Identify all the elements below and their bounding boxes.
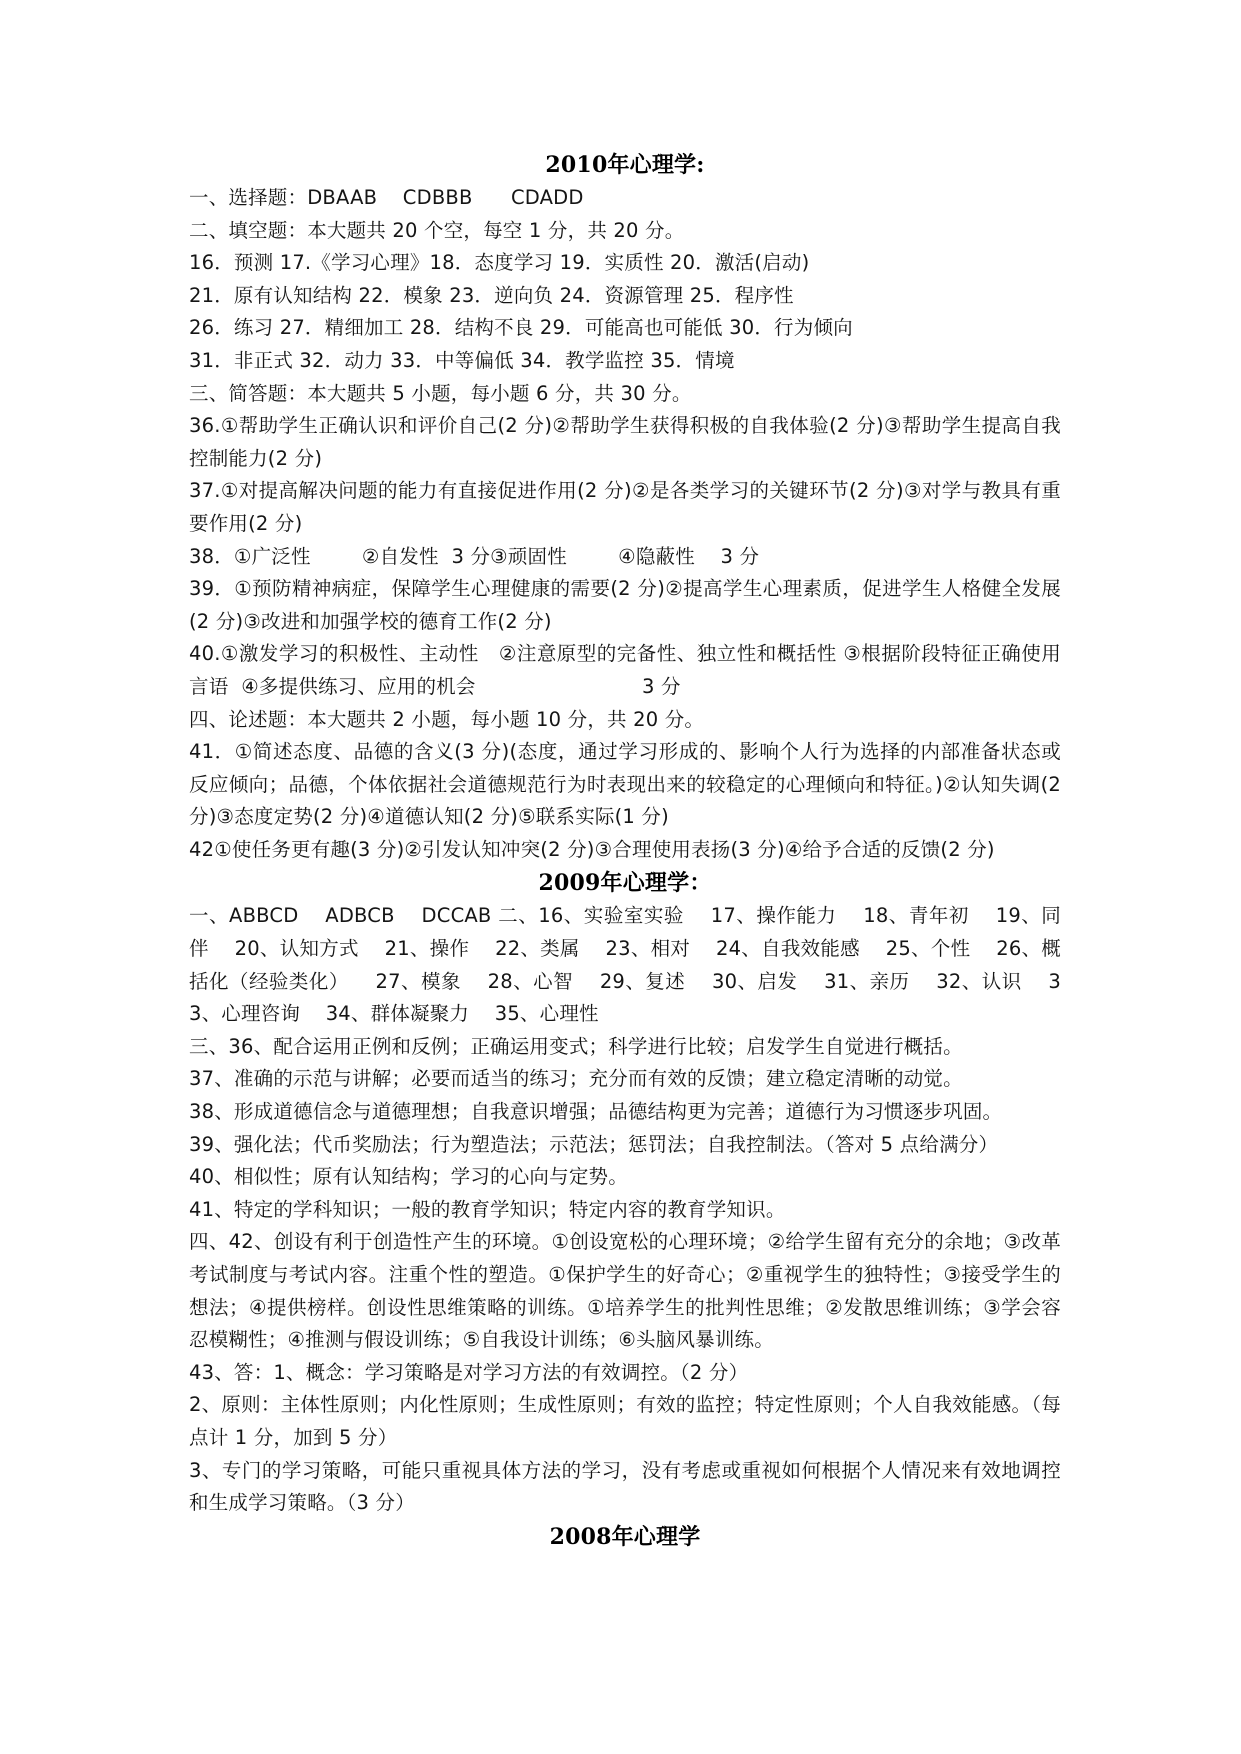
answer-paragraph: 四、42、创设有利于创造性产生的环境。①创设宽松的心理环境；②给学生留有充分的余地；③改革考试制度与考试内容。注重个性的塑造。①保护学生的好奇心；②重视学生的独特性；③接受学生的想法；④提供榜样。创设性思维策略的训练。①培养学生的批判性思维；②发散思维训练；③学会容忍模糊性；④推测与假设训练；⑤自我设计训练；⑥头脑风暴训练。	[189, 1230, 1061, 1352]
answer-paragraph: 39、强化法；代币奖励法；行为塑造法；示范法；惩罚法；自我控制法。（答对 5 点给满分）	[189, 1132, 999, 1156]
answer-paragraph: 40.①激发学习的积极性、主动性 ②注意原型的完备性、独立性和概括性 ③根据阶段特征正确使用言语 ④多提供练习、应用的机会 3 分	[189, 642, 1061, 698]
answer-paragraph: 37、准确的示范与讲解；必要而适当的练习；充分而有效的反馈；建立稳定清晰的动觉。	[189, 1067, 963, 1091]
answer-paragraph: 41、特定的学科知识；一般的教育学知识；特定内容的教育学知识。	[189, 1197, 786, 1221]
answer-paragraph: 38、形成道德信念与道德理想；自我意识增强；品德结构更为完善；道德行为习惯逐步巩固。	[189, 1100, 1003, 1124]
answer-paragraph: 四、论述题：本大题共 2 小题，每小题 10 分，共 20 分。	[189, 707, 705, 731]
answer-paragraph: 2、原则：主体性原则；内化性原则；生成性原则；有效的监控；特定性原则；个人自我效能感。（每点计 1 分，加到 5 分）	[189, 1393, 1061, 1449]
answer-paragraph: 39．①预防精神病症，保障学生心理健康的需要(2 分)②提高学生心理素质，促进学生人格健全发展(2 分)③改进和加强学校的德育工作(2 分)	[189, 577, 1061, 633]
document-body	[189, 148, 1068, 1554]
answer-paragraph: 43、答：1、概念：学习策略是对学习方法的有效调控。（2 分）	[189, 1360, 749, 1384]
answer-paragraph: 一、ABBCD ADBCB DCCAB 二、16、实验室实验 17、操作能力 18、青年初 19、同伴 20、认知方式 21、操作 22、类属 23、相对 24、自我效能感 25、个性 26、概括化（经验类化） 27、模象 28、心智 29、复述 30、启发 31、亲历 32、认识 33、心理咨询 34、群体凝聚力 35、心理性	[189, 904, 1061, 1026]
section-title: 2010年心理学:	[545, 152, 705, 178]
answer-paragraph: 26．练习 27．精细加工 28．结构不良 29．可能高也可能低 30．行为倾向	[189, 316, 853, 340]
answer-paragraph: 40、相似性；原有认知结构；学习的心向与定势。	[189, 1165, 628, 1189]
answer-paragraph: 一、选择题：DBAAB CDBBB CDADD	[189, 186, 584, 209]
answer-paragraph: 38．①广泛性 ②自发性 3 分③顽固性 ④隐蔽性 3 分	[189, 544, 760, 568]
answer-paragraph: 二、填空题：本大题共 20 个空，每空 1 分，共 20 分。	[189, 218, 685, 242]
answer-paragraph: 36.①帮助学生正确认识和评价自己(2 分)②帮助学生获得积极的自我体验(2 分)③帮助学生提高自我控制能力(2 分)	[189, 414, 1061, 470]
answer-paragraph: 41．①简述态度、品德的含义(3 分)(态度，通过学习形成的、影响个人行为选择的内部准备状态或反应倾向；品德，个体依据社会道德规范行为时表现出来的较稳定的心理倾向和特征。)②认知失调(2 分)③态度定势(2 分)④道德认知(2 分)⑤联系实际(1 分)	[189, 740, 1068, 829]
section-title: 2009年心理学：	[538, 870, 712, 897]
answer-paragraph: 42①使任务更有趣(3 分)②引发认知冲突(2 分)③合理使用表扬(3 分)④给予合适的反馈(2 分)	[189, 837, 995, 861]
answer-paragraph: 37.①对提高解决问题的能力有直接促进作用(2 分)②是各类学习的关键环节(2 分)③对学与教具有重要作用(2 分)	[189, 479, 1061, 535]
section-title: 2008年心理学	[549, 1523, 701, 1550]
answer-paragraph: 三、简答题：本大题共 5 小题，每小题 6 分，共 30 分。	[189, 381, 692, 405]
answer-paragraph: 31．非正式 32．动力 33．中等偏低 34．教学监控 35．情境	[189, 348, 735, 372]
answer-paragraph: 三、36、配合运用正例和反例；正确运用变式；科学进行比较；启发学生自觉进行概括。	[189, 1034, 963, 1058]
answer-paragraph: 21．原有认知结构 22．模象 23．逆向负 24．资源管理 25．程序性	[189, 283, 794, 307]
answer-paragraph: 16．预测 17.《学习心理》18．态度学习 19．实质性 20．激活(启动)	[189, 251, 810, 275]
answer-paragraph: 3、专门的学习策略，可能只重视具体方法的学习，没有考虑或重视如何根据个人情况来有效地调控和生成学习策略。（3 分）	[189, 1458, 1061, 1515]
